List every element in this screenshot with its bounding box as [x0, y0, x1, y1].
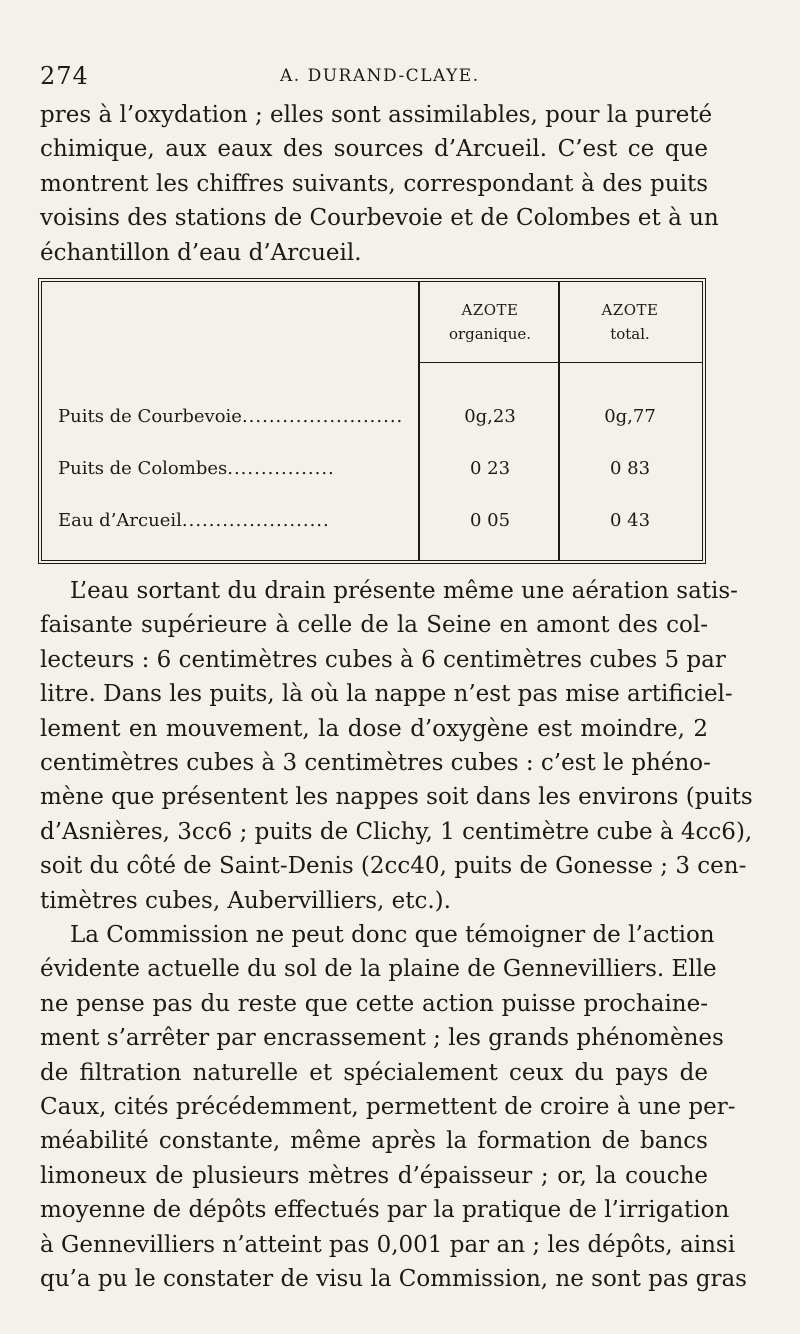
table-row-label: [58, 510, 330, 531]
column-subtitle: total.: [610, 325, 650, 343]
table-cell-total: 0 43: [609, 510, 651, 531]
column-subtitle: organique.: [448, 325, 532, 343]
text-line: L’eau sortant du drain présente même une aération satis-: [70, 578, 738, 604]
text-line: limoneux de plusieurs mètres d’épaisseur ; or, la couche: [40, 1162, 708, 1189]
text-line: La Commission ne peut donc que témoigner de l’action: [70, 922, 715, 948]
text-line: Caux, cités précédemment, permettent de croire à une per-: [40, 1094, 736, 1121]
paragraph-commission: [40, 918, 747, 1296]
text-line: timètres cubes, Aubervilliers, etc.).: [40, 887, 451, 914]
nitrogen-table: [38, 278, 706, 564]
table-cell-organic: 0 23: [469, 458, 511, 479]
table-cell-total: 0 83: [609, 458, 651, 479]
table-rule: [420, 362, 702, 363]
leader-dots: ........................: [241, 406, 404, 427]
paragraph-aeration: [40, 574, 753, 918]
text-line: évidente actuelle du sol de la plaine de Gennevilliers. Elle: [40, 956, 717, 983]
table-cell-total: 0g,77: [604, 406, 656, 427]
page-number: 274: [40, 62, 89, 90]
text-line: montrent les chiffres suivants, correspondant à des puits: [40, 170, 708, 197]
row-name: Puits de Colombes: [58, 458, 228, 479]
text-line: à Gennevilliers n’atteint pas 0,001 par an ; les dépôts, ainsi: [40, 1231, 736, 1258]
text-line: qu’a pu le constater de visu la Commission, ne sont pas gras: [40, 1266, 747, 1293]
text-line: centimètres cubes à 3 centimètres cubes : c’est le phéno-: [40, 750, 711, 777]
text-line: méabilité constante, même après la formation de bancs: [40, 1128, 708, 1155]
leader-dots: ......................: [181, 510, 330, 531]
paragraph-intro: [40, 98, 719, 270]
column-header-total: [560, 298, 700, 346]
running-head: A. DURAND-CLAYE.: [280, 66, 480, 86]
leader-dots: ................: [227, 458, 335, 479]
text-line: moyenne de dépôts effectués par la pratique de l’irrigation: [40, 1197, 730, 1224]
table-cell-organic: 0 05: [469, 510, 511, 531]
page-header: [40, 62, 760, 92]
table-row-label: [58, 406, 403, 427]
text-line: lecteurs : 6 centimètres cubes à 6 centimètres cubes 5 par: [40, 646, 726, 673]
column-header-organic: [420, 298, 560, 346]
row-name: Puits de Courbevoie: [58, 406, 242, 427]
text-line: chimique, aux eaux des sources d’Arcueil. C’est ce que: [40, 136, 708, 163]
text-line: de filtration naturelle et spécialement ceux du pays de: [40, 1059, 708, 1086]
table-row-label: [58, 458, 335, 479]
table-cell-organic: 0g,23: [464, 406, 516, 427]
text-line: échantillon d’eau d’Arcueil.: [40, 239, 362, 266]
text-line: voisins des stations de Courbevoie et de Colombes et à un: [40, 205, 719, 232]
text-line: ment s’arrêter par encrassement ; les grands phénomènes: [40, 1025, 724, 1052]
column-title: AZOTE: [601, 301, 659, 319]
column-title: AZOTE: [461, 301, 519, 319]
row-name: Eau d’Arcueil: [58, 510, 182, 531]
text-line: litre. Dans les puits, là où la nappe n’est pas mise artificiel-: [40, 681, 733, 708]
text-line: mène que présentent les nappes soit dans les environs (puits: [40, 784, 753, 811]
text-line: pres à l’oxydation ; elles sont assimilables, pour la pureté: [40, 102, 713, 128]
text-line: ne pense pas du reste que cette action puisse prochaine-: [40, 990, 708, 1017]
text-line: soit du côté de Saint-Denis (2cc40, puits de Gonesse ; 3 cen-: [40, 853, 747, 880]
text-line: d’Asnières, 3cc6 ; puits de Clichy, 1 centimètre cube à 4cc6),: [40, 818, 753, 845]
text-line: faisante supérieure à celle de la Seine en amont des col-: [40, 612, 708, 639]
text-line: lement en mouvement, la dose d’oxygène est moindre, 2: [40, 715, 708, 742]
